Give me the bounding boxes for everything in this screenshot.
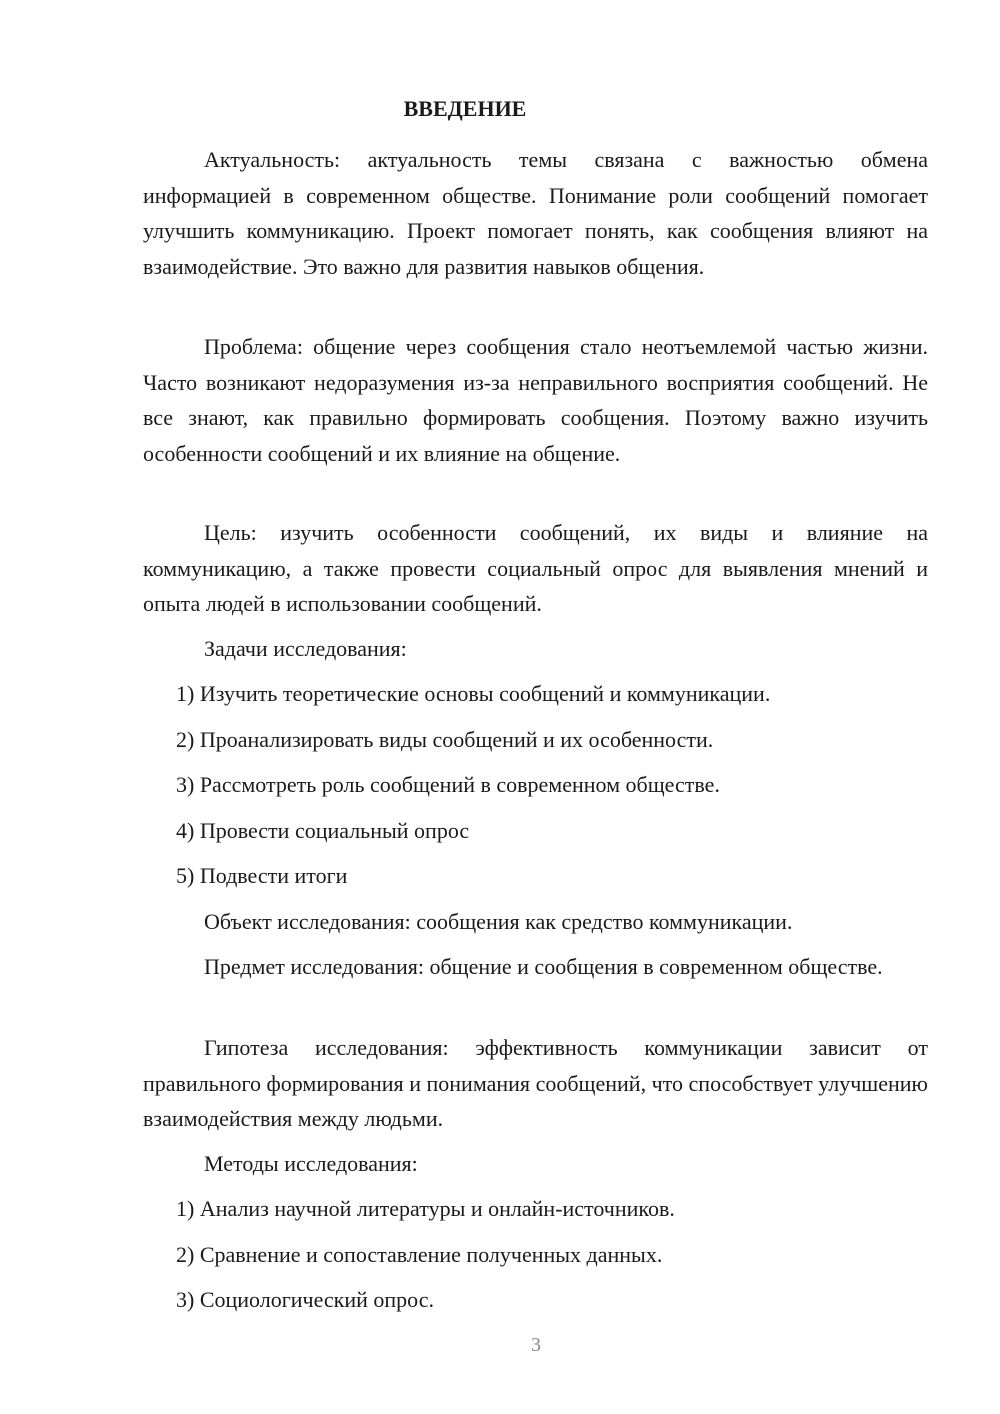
page-number: 3	[531, 1334, 541, 1356]
subject-paragraph: Предмет исследования: общение и сообщения в современном обществе.	[204, 954, 883, 979]
goal-paragraph: Цель: изучить особенности сообщений, их виды и влияние на коммуникацию, а также провести социальный опрос для выявления мнений и опыта людей в использовании сообщений.	[143, 520, 928, 616]
page-title: ВВЕДЕНИЕ	[403, 96, 527, 121]
relevance-paragraph: Актуальность: актуальность темы связана с важностью обмена информацией в современном обществе. Понимание роли сообщений помогает улучшить коммуникацию. Проект помогает понять, как сообщения влияют на взаимодействие. Это важно для развития навыков общения.	[143, 147, 928, 279]
methods-title: Методы исследования:	[204, 1151, 418, 1176]
method-item: 2) Сравнение и сопоставление полученных данных.	[176, 1242, 663, 1267]
task-item: 4) Провести социальный опрос	[176, 818, 470, 843]
method-item: 1) Анализ научной литературы и онлайн-источников.	[176, 1196, 675, 1221]
task-item: 2) Проанализировать виды сообщений и их особенности.	[176, 727, 714, 752]
problem-paragraph: Проблема: общение через сообщения стало неотъемлемой частью жизни. Часто возникают недоразумения из-за неправильного восприятия сообщений. Не все знают, как правильно формировать сообщения. Поэтому важно изучить особенности сообщений и их влияние на общение.	[143, 334, 928, 466]
object-paragraph: Объект исследования: сообщения как средство коммуникации.	[204, 909, 793, 934]
task-item: 3) Рассмотреть роль сообщений в современном обществе.	[176, 772, 720, 797]
task-item: 5) Подвести итоги	[176, 863, 348, 888]
method-item: 3) Социологический опрос.	[176, 1287, 434, 1312]
task-item: 1) Изучить теоретические основы сообщений и коммуникации.	[176, 681, 771, 706]
tasks-title: Задачи исследования:	[204, 636, 407, 661]
hypothesis-paragraph: Гипотеза исследования: эффективность коммуникации зависит от правильного формирования и понимания сообщений, что способствует улучшению взаимодействия между людьми.	[143, 1035, 928, 1131]
